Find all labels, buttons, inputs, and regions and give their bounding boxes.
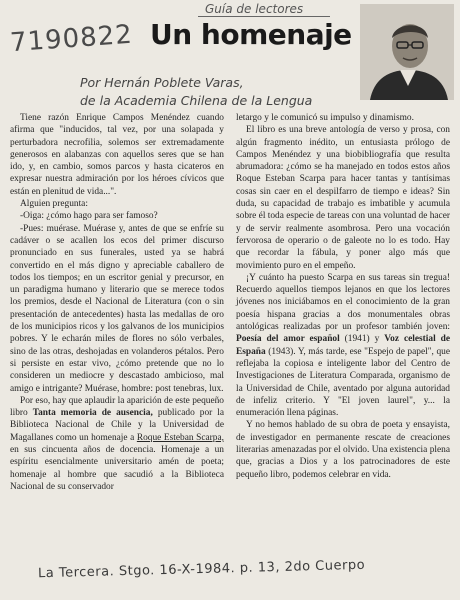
portrait-image (360, 4, 454, 100)
paragraph: El libro es una breve antología de verso y prosa, con algún fragmento inédito, un entusiasta prólogo de Campos Menéndez y una biobibliografía que resulta abrumadora: ¿cómo se ha manejado en todos estos años Roque Esteban Scarpa para hacer tantas y tantísimas cosas sin caer en el despilfarro de tiempo e ideas? Sin duda, su capacidad de trabajo es imbatible y acumula sobre él toda especie de tareas con una voluntad de hacer y de servir realmente asombrosa. Pero una vocación fervorosa de operario o de galeote no lo es todo. Hay que recordar la fábula, y poner algo más que movimiento puro en el empeño. (236, 125, 450, 271)
paragraph: Tiene razón Enrique Campos Menéndez cuando afirma que "inducidos, tal vez, por una solapada y perturbadora necrofilia, solemos ser extremadamente generosos en alabanzas con aquellos seres que se han ido, y, en cambio, somos parcos y hasta cicateros en expresar nuestra admiración por los héroes cívicos que están en plenitud de vida...". (10, 113, 224, 197)
handwritten-source: La Tercera. Stgo. 16-X-1984. p. 13, 2do Cuerpo (37, 557, 366, 582)
author-photo (360, 4, 454, 100)
book-title: Tanta memoria de ausencia, (32, 408, 153, 419)
text-run: en sus cincuenta años de docencia. Homenaje a un espíritu esencialmente universitario amén de poeta; homenaje al hombre que sacudió a la Biblioteca Nacional de su conservador (10, 445, 224, 492)
handwritten-id: 7190822 (9, 19, 134, 59)
article-title: Un homenaje (150, 18, 352, 51)
text-run: ¡Y cuánto ha puesto Scarpa en sus tareas sin tregua! Recuerdo aquellos tiempos lejanos en que los lectores jóvenes nos iniciábamos en el conocimiento de la gran poesía hispana gracias a dos monumentales obras antológicas realizadas por un profesor también joven: (236, 272, 450, 333)
text-run: publicado por la Biblioteca Nacional de Chile y la Universidad de Magallanes como un homenaje a (10, 408, 225, 443)
section-rule (198, 16, 330, 17)
byline (80, 74, 312, 110)
paragraph (236, 272, 450, 420)
anthology-title: Voz celestial de España (236, 334, 451, 357)
paragraph (10, 395, 224, 493)
paragraph: Y no hemos hablado de su obra de poeta y ensayista, de investigador en permanente rescate de creaciones literarias amenazadas por el olvido. Una existencia plena que, gracias a Dios y a los patrocinadores de este pequeño libro, podemos celebrar en vida. (236, 420, 450, 480)
honoree-name: Roque Esteban Scarpa, (136, 432, 224, 443)
text-run: Por eso, hay que aplaudir la aparición de este pequeño libro (10, 395, 224, 419)
paragraph: Alguien pregunta: (20, 199, 88, 210)
column-1 (10, 112, 224, 493)
paragraph: -Pues: muérase. Muérase y, antes de que se enfríe su cadáver o se acallen los ecos del primer discurso pronunciado en sus funerales, usted ya se habrá convertido en el más digno y apreciable caballero de todos los tiempos; en un escritor genial y precursor, en un paradigma humano y literario que se merece todos los premios, desde el Nacional de Literatura (con o sin presentación de antecedentes) hasta las medallas de oro de los municipios ricos y los galvanos de los municipios pobres. Y le echarán miles de flores no sólo verbales, sino de las otras, deshojadas en volanderos pétalos. Pero si persiste en estar vivo, ¿cómo pretende que no lo consideren un mediocre y descastado ambicioso, mal amigo e intrigante? Muérase, hombre: post tenebras, lux. (10, 223, 224, 394)
section-label: Guía de lectores (205, 2, 304, 16)
column-2 (236, 112, 450, 481)
text-run: (1943). Y, más tarde, ese "Espejo de papel", que reflejaba la copiosa e inteligente labor del Centro de Investigaciones de Literatura Comparada, organismo de la Universidad de Chile, aventado por alguna autoridad de infeliz criterio. Y "El joven laurel", y... la enumeración llena páginas. (236, 346, 450, 419)
anthology-title: Poesía del amor español (236, 334, 340, 345)
paragraph: -Oiga: ¿cómo hago para ser famoso? (20, 211, 158, 222)
byline-author: Por Hernán Poblete Varas, (80, 75, 244, 90)
byline-affiliation: de la Academia Chilena de la Lengua (80, 93, 313, 108)
text-run: (1941) y (344, 334, 380, 345)
paragraph: letargo y le comunicó su impulso y dinamismo. (236, 113, 414, 123)
